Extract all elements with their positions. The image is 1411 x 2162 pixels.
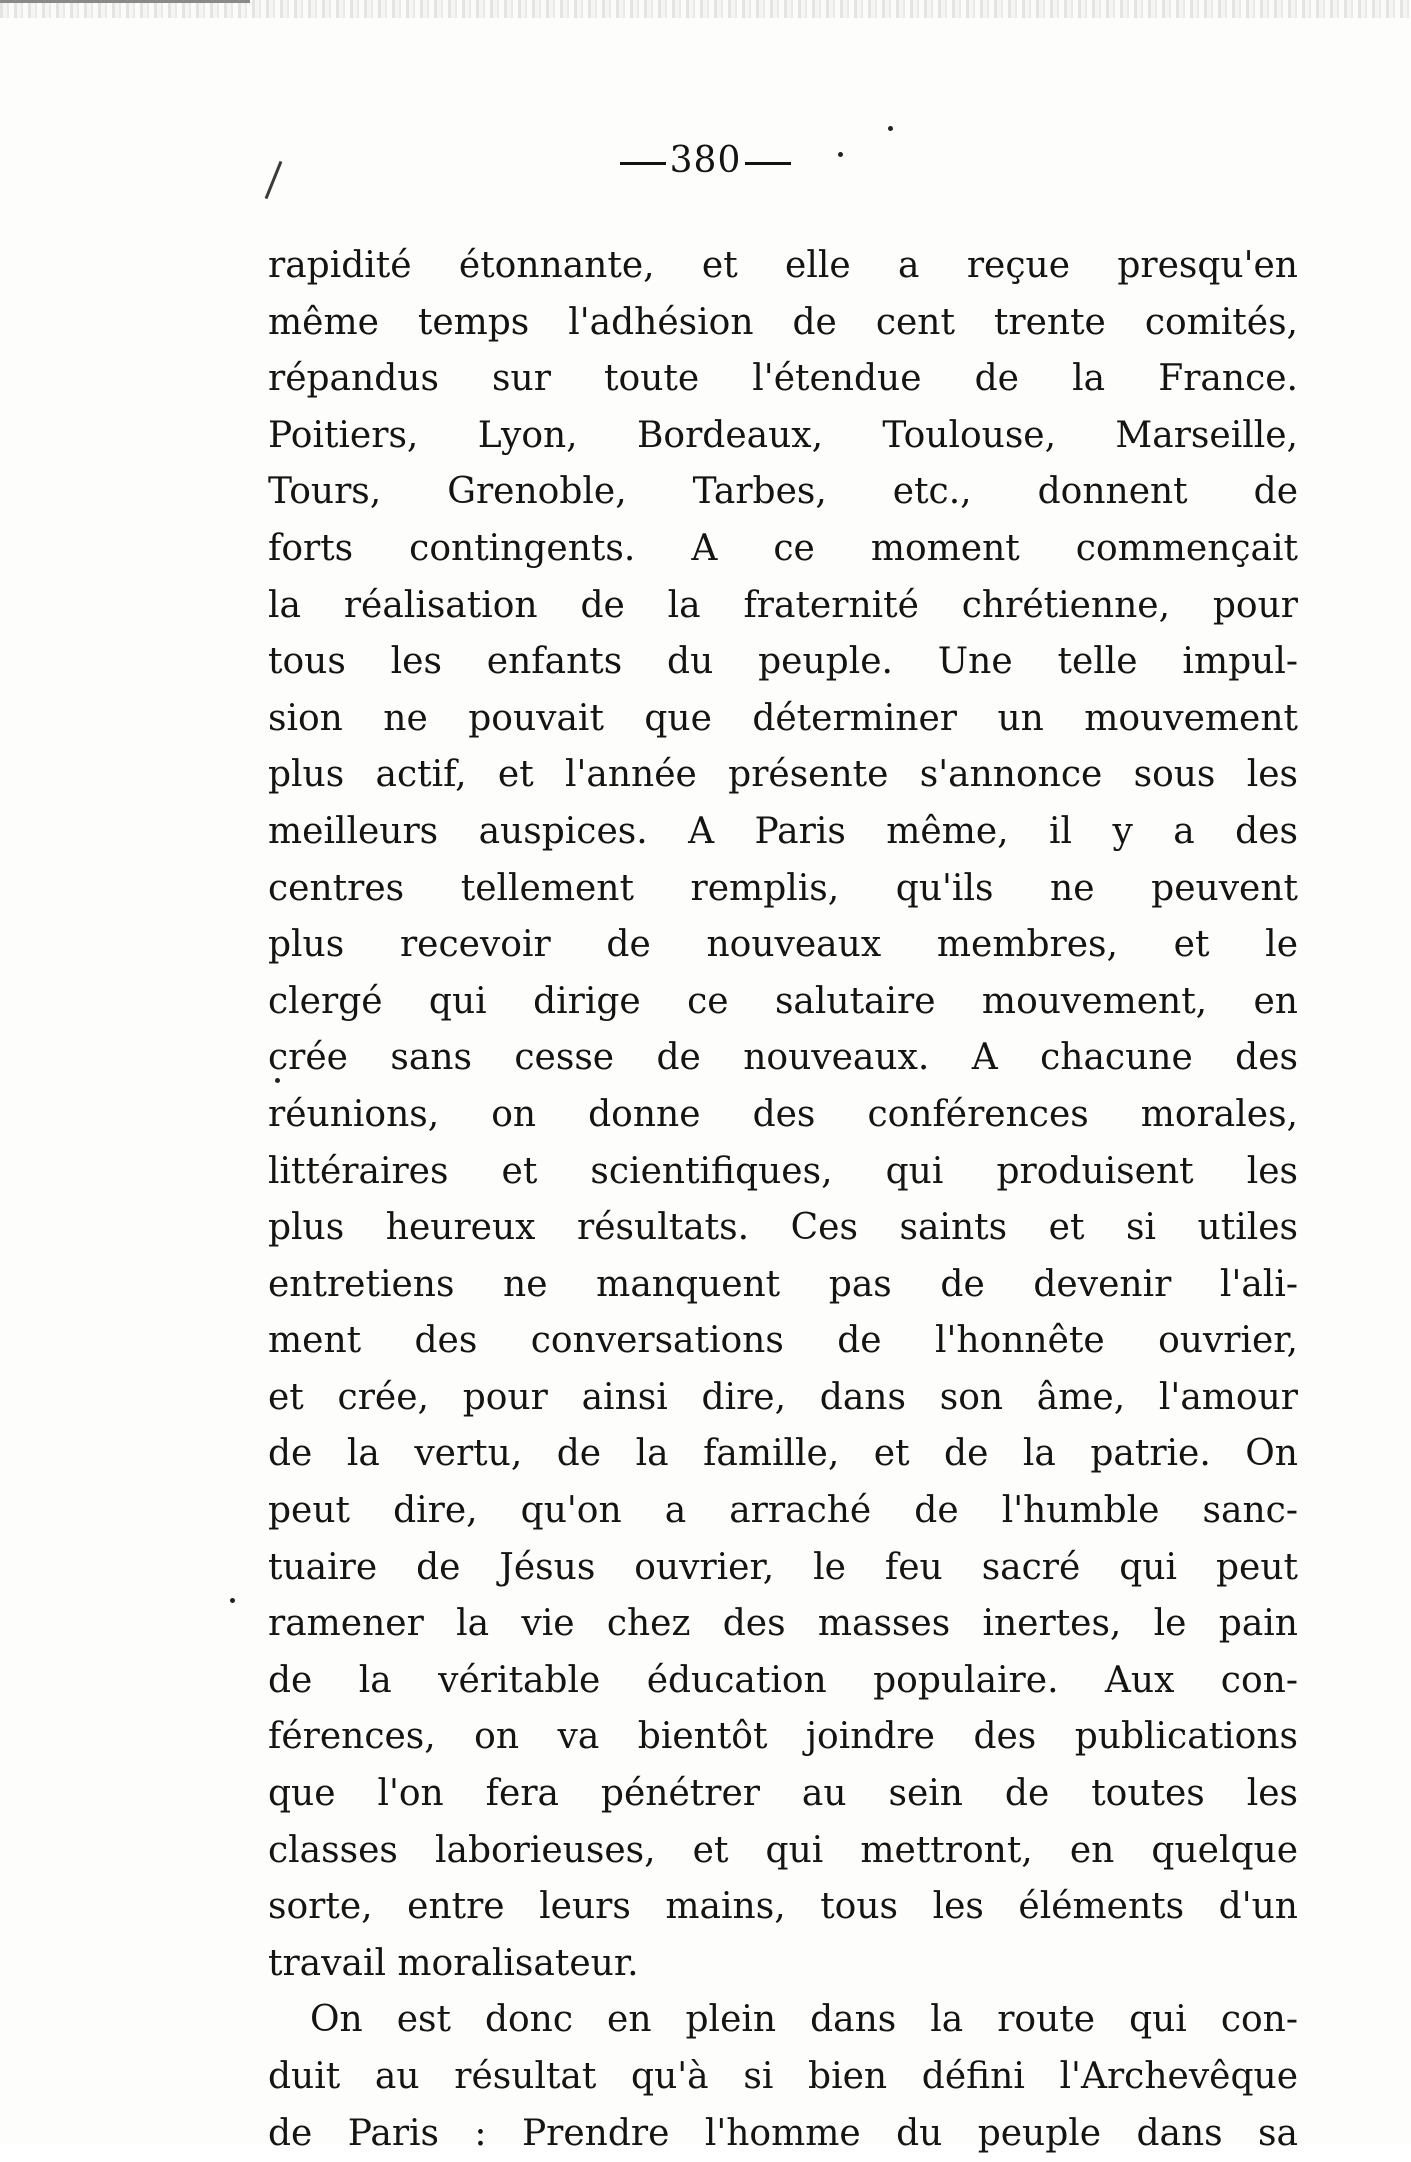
text-line: clergé qui dirige ce salutaire mouvement, en	[268, 980, 1298, 1022]
text-line: sion ne pouvait que déterminer un mouvement	[268, 697, 1298, 739]
text-line: Tours, Grenoble, Tarbes, etc., donnent de	[268, 471, 1298, 513]
text-line: tous les enfants du peuple. Une telle impul-	[268, 641, 1298, 683]
text-line: centres tellement remplis, qu'ils ne peuvent	[268, 867, 1298, 909]
text-line: férences, on va bientôt joindre des publications	[268, 1716, 1298, 1758]
text-line: répandus sur toute l'étendue de la France.	[268, 358, 1298, 400]
ink-dot	[838, 152, 843, 157]
text-line: tuaire de Jésus ouvrier, le feu sacré qui peut	[268, 1546, 1298, 1588]
text-line: littéraires et scientifiques, qui produisent les	[268, 1150, 1298, 1192]
text-line: ment des conversations de l'honnête ouvrier,	[268, 1320, 1298, 1362]
text-line: que l'on fera pénétrer au sein de toutes les	[268, 1773, 1298, 1815]
text-line: et crée, pour ainsi dire, dans son âme, l'amour	[268, 1376, 1298, 1418]
page-number	[0, 140, 1411, 181]
ink-dot	[230, 1598, 235, 1603]
text-line: entretiens ne manquent pas de devenir l'ali-	[268, 1263, 1298, 1305]
text-line: la réalisation de la fraternité chrétienne, pour	[268, 584, 1298, 626]
scan-edge-rule	[0, 0, 250, 3]
text-line: crée sans cesse de nouveaux. A chacune des	[268, 1037, 1298, 1079]
body-text	[268, 238, 1298, 2162]
text-line-paragraph-start: On est donc en plein dans la route qui con-	[310, 1999, 1298, 2041]
text-line: de la vertu, de la famille, et de la patrie. On	[268, 1433, 1298, 1475]
text-line: plus heureux résultats. Ces saints et si utiles	[268, 1207, 1298, 1249]
text-line: réunions, on donne des conférences morales,	[268, 1093, 1298, 1135]
ink-dot	[888, 126, 893, 131]
text-line: plus actif, et l'année présente s'annonce sous les	[268, 754, 1298, 796]
text-line-paragraph-end: travail moralisateur.	[268, 1942, 639, 1984]
text-line: classes laborieuses, et qui mettront, en quelque	[268, 1829, 1298, 1871]
text-line: forts contingents. A ce moment commençait	[268, 527, 1298, 569]
text-line: plus recevoir de nouveaux membres, et le	[268, 924, 1298, 966]
text-line: de la véritable éducation populaire. Aux con-	[268, 1659, 1298, 1701]
text-line: rapidité étonnante, et elle a reçue presqu'en	[268, 245, 1298, 286]
text-line: sorte, entre leurs mains, tous les éléments d'un	[268, 1886, 1298, 1928]
text-line: meilleurs auspices. A Paris même, il y a des	[268, 810, 1298, 852]
text-line: duit au résultat qu'à si bien défini l'Archevêque	[268, 2056, 1298, 2097]
text-line: peut dire, qu'on a arraché de l'humble sanc-	[268, 1490, 1298, 1532]
page-number-dash-left	[620, 162, 666, 165]
text-line: de Paris : Prendre l'homme du peuple dans sa	[268, 2112, 1298, 2154]
page-number-value: 380	[669, 140, 742, 181]
text-line: Poitiers, Lyon, Bordeaux, Toulouse, Marseille,	[268, 414, 1298, 456]
text-line: même temps l'adhésion de cent trente comités,	[268, 301, 1298, 343]
text-line: ramener la vie chez des masses inertes, le pain	[268, 1603, 1298, 1645]
page-number-dash-right	[745, 162, 791, 165]
